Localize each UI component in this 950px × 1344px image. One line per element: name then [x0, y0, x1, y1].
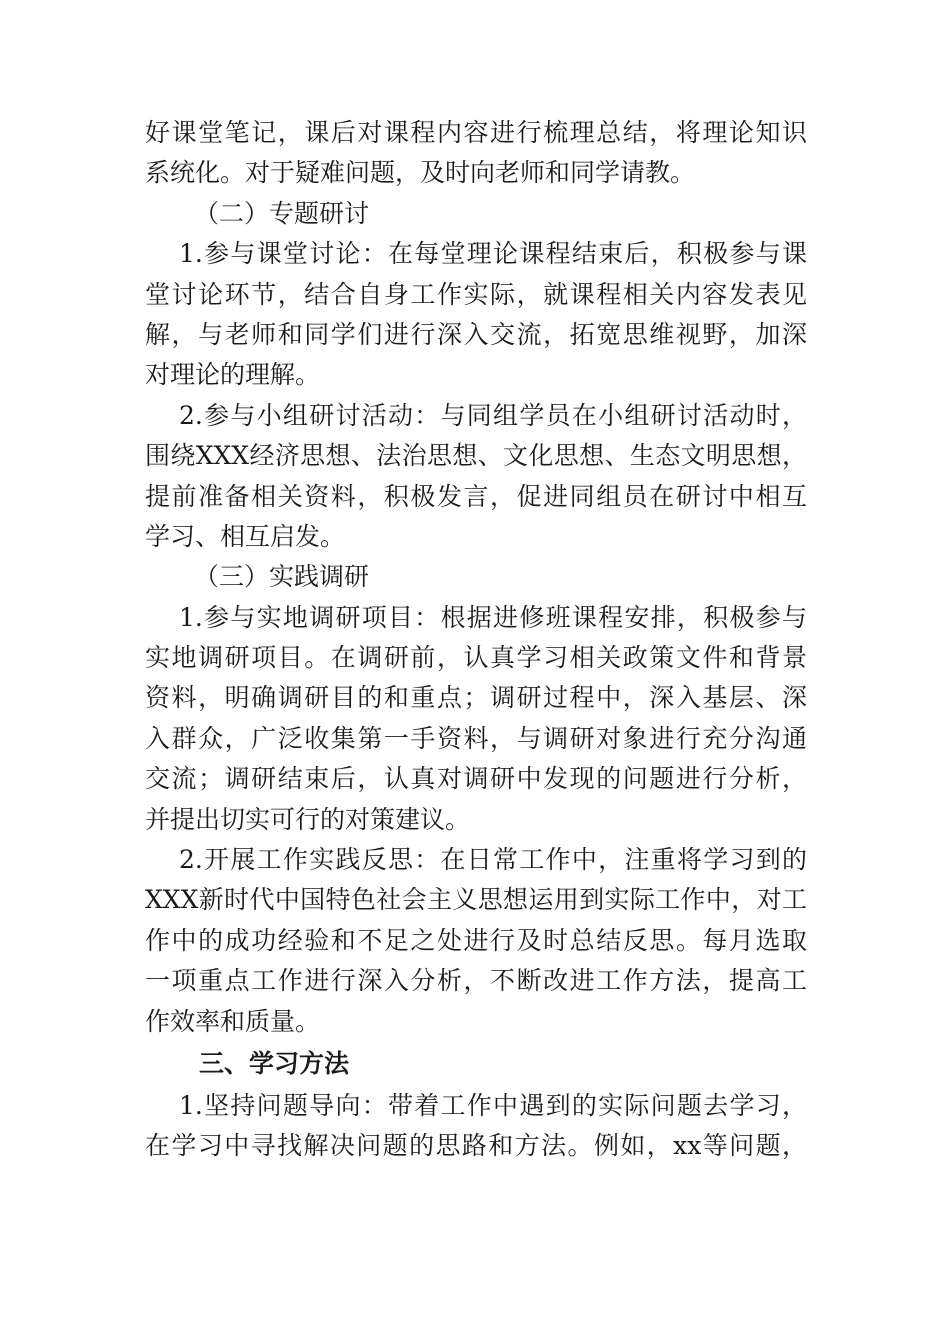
paragraph-line: 围绕XXX经济思想、法治思想、文化思想、生态文明思想，: [145, 441, 807, 471]
paragraph-line: 堂讨论环节，结合自身工作实际，就课程相关内容发表见: [145, 279, 807, 309]
paragraph-line: 交流；调研结束后，认真对调研中发现的问题进行分析，: [145, 764, 807, 794]
paragraph-line: 好课堂笔记，课后对课程内容进行梳理总结，将理论知识: [145, 118, 807, 147]
paragraph-line: 一项重点工作进行深入分析，不断改进工作方法，提高工: [145, 966, 807, 996]
paragraph-line: 对理论的理解。: [145, 360, 321, 390]
paragraph-line: 并提出切实可行的对策建议。: [145, 804, 471, 834]
paragraph-line: 实地调研项目。在调研前，认真学习相关政策文件和背景: [145, 643, 807, 673]
paragraph-line: 解，与老师和同学们进行深入交流，拓宽思维视野，加深: [145, 319, 807, 349]
paragraph-line: 系统化。对于疑难问题，及时向老师和同学请教。: [145, 158, 696, 188]
paragraph-line: 在学习中寻找解决问题的思路和方法。例如，xx等问题，: [145, 1131, 807, 1161]
paragraph-line: XXX新时代中国特色社会主义思想运用到实际工作中，对工: [145, 885, 807, 915]
sub-heading-practice-research: （三）实践调研: [194, 562, 370, 592]
document-body: [145, 113, 807, 1167]
section-heading-study-methods: 三、学习方法: [199, 1048, 350, 1078]
paragraph-line: 1.参与课堂讨论：在每堂理论课程结束后，积极参与课: [179, 239, 807, 269]
paragraph-line: 作中的成功经验和不足之处进行及时总结反思。每月选取: [145, 925, 807, 955]
paragraph-line: 作效率和质量。: [145, 1006, 321, 1036]
paragraph-line: 1.坚持问题导向：带着工作中遇到的实际问题去学习，: [179, 1090, 807, 1120]
paragraph-line: 学习、相互启发。: [145, 521, 346, 551]
paragraph-line: 2.参与小组研讨活动：与同组学员在小组研讨活动时，: [179, 400, 807, 430]
paragraph-line: 1.参与实地调研项目：根据进修班课程安排，积极参与: [179, 602, 807, 632]
paragraph-line: 入群众，广泛收集第一手资料，与调研对象进行充分沟通: [145, 723, 807, 753]
paragraph-line: 2.开展工作实践反思：在日常工作中，注重将学习到的: [179, 845, 807, 875]
paragraph-line: 提前准备相关资料，积极发言，促进同组员在研讨中相互: [145, 481, 807, 511]
sub-heading-topic-discussion: （二）专题研讨: [194, 198, 370, 228]
paragraph-line: 资料，明确调研目的和重点；调研过程中，深入基层、深: [145, 683, 807, 713]
